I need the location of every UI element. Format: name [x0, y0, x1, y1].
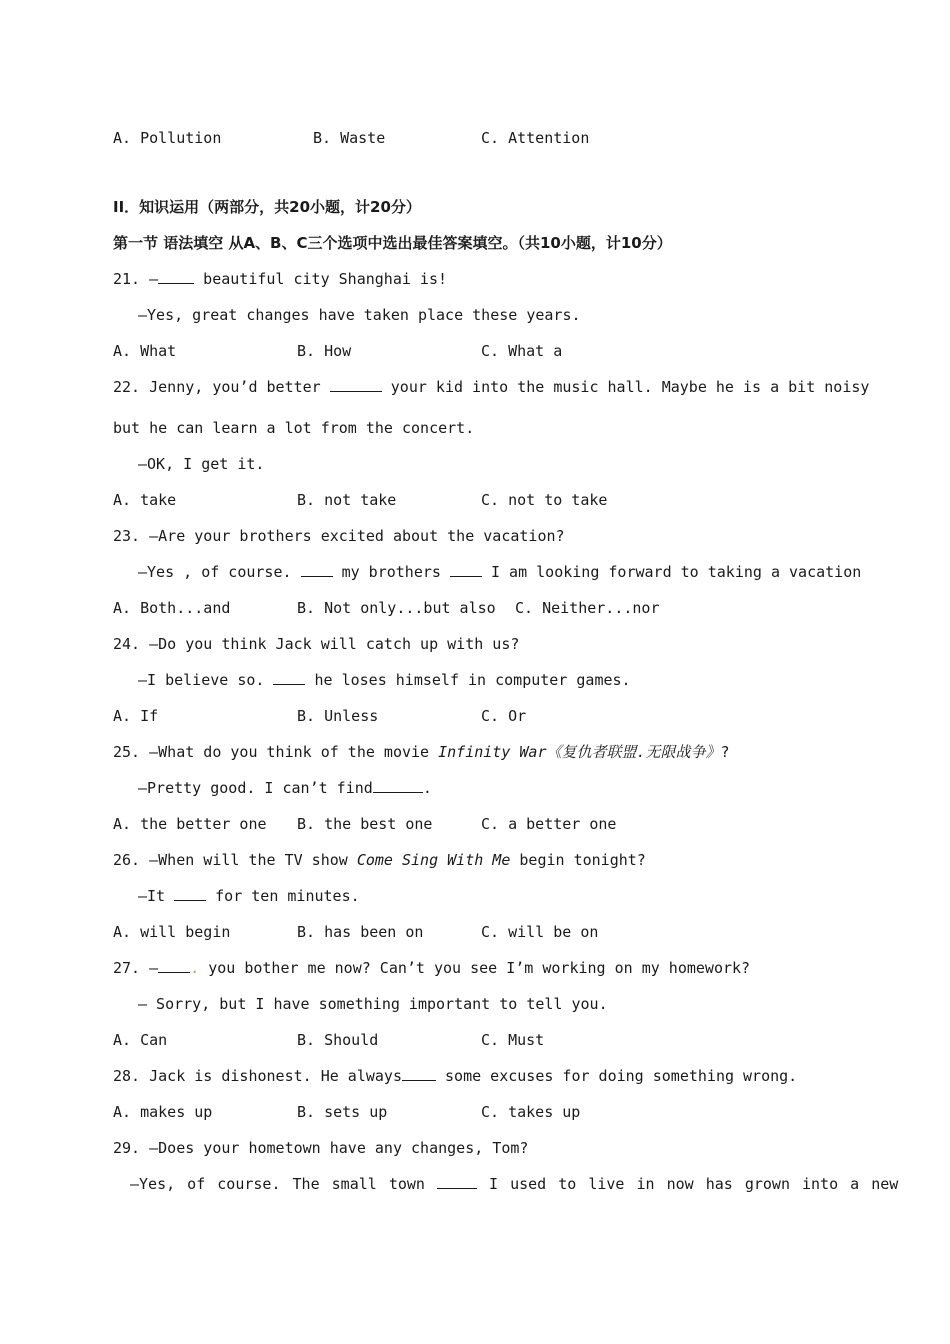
- question-29: 29. —Does your hometown have any changes, Tom?: [113, 1139, 529, 1157]
- q21-option-a: A. What: [113, 342, 177, 360]
- option-b: B. Waste: [313, 129, 386, 147]
- q24-option-a: A. If: [113, 707, 159, 725]
- question-24-reply: —I believe so. he loses himself in computer games.: [138, 671, 631, 689]
- q23-option-a: A. Both...and: [113, 599, 231, 617]
- answer-blank: [273, 670, 305, 685]
- answer-blank: [301, 562, 333, 577]
- q26-option-c: C. will be on: [481, 923, 599, 941]
- q23-option-c: C. Neither...nor: [515, 599, 660, 617]
- q25-option-b: B. the best one: [297, 815, 433, 833]
- q21-option-c: C. What a: [481, 342, 563, 360]
- q27-option-a: A. Can: [113, 1031, 168, 1049]
- question-25: 25. —What do you think of the movie Infinity War《复仇者联盟.无限战争》?: [113, 743, 730, 761]
- question-21-reply: —Yes, great changes have taken place these years.: [138, 306, 581, 324]
- answer-blank: [158, 269, 194, 284]
- question-27-reply: — Sorry, but I have something important to tell you.: [138, 995, 608, 1013]
- q28-option-a: A. makes up: [113, 1103, 213, 1121]
- q27-option-b: B. Should: [297, 1031, 379, 1049]
- question-23: 23. —Are your brothers excited about the vacation?: [113, 527, 565, 545]
- question-22-reply: —OK, I get it.: [138, 455, 265, 473]
- q22-option-b: B. not take: [297, 491, 397, 509]
- question-26: 26. —When will the TV show Come Sing With Me begin tonight?: [113, 851, 646, 869]
- question-29-reply: —Yes, of course. The small town I used to live in now has grown into a new: [130, 1175, 899, 1193]
- q24-option-c: C. Or: [481, 707, 527, 725]
- question-22-continued: but he can learn a lot from the concert.: [113, 419, 475, 437]
- question-27: 27. — . you bother me now? Can’t you see I’m working on my homework?: [113, 959, 751, 977]
- question-23-reply: —Yes , of course. my brothers I am looking forward to taking a vacation: [138, 563, 862, 581]
- q28-option-b: B. sets up: [297, 1103, 388, 1121]
- q25-option-a: A. the better one: [113, 815, 267, 833]
- show-title: Come Sing With Me: [356, 851, 511, 869]
- answer-blank: [373, 778, 423, 793]
- q28-option-c: C. takes up: [481, 1103, 581, 1121]
- section-title: II．知识运用（两部分，共20小题，计20分）: [113, 198, 421, 216]
- question-21: 21. — beautiful city Shanghai is!: [113, 270, 448, 288]
- q26-option-a: A. will begin: [113, 923, 231, 941]
- subsection-title: 第一节 语法填空 从A、B、C三个选项中选出最佳答案填空。（共10小题，计10分）: [113, 234, 672, 252]
- option-a: A. Pollution: [113, 129, 222, 147]
- answer-blank: [402, 1066, 436, 1081]
- question-25-reply: —Pretty good. I can’t find .: [138, 779, 432, 797]
- question-22: 22. Jenny, you’d better your kid into the music hall. Maybe he is a bit noisy: [113, 378, 870, 396]
- q21-option-b: B. How: [297, 342, 352, 360]
- q25-option-c: C. a better one: [481, 815, 617, 833]
- q22-option-a: A. take: [113, 491, 177, 509]
- q23-option-b: B. Not only...but also: [297, 599, 496, 617]
- answer-blank: [174, 886, 206, 901]
- option-c: C. Attention: [481, 129, 590, 147]
- answer-blank: [158, 958, 190, 973]
- question-24: 24. —Do you think Jack will catch up with us?: [113, 635, 520, 653]
- q27-option-c: C. Must: [481, 1031, 545, 1049]
- question-26-reply: —It for ten minutes.: [138, 887, 360, 905]
- question-28: 28. Jack is dishonest. He always some excuses for doing something wrong.: [113, 1067, 798, 1085]
- q26-option-b: B. has been on: [297, 923, 424, 941]
- answer-blank: [437, 1174, 477, 1189]
- q24-option-b: B. Unless: [297, 707, 379, 725]
- movie-title: Infinity War《复仇者联盟.无限战争》: [438, 743, 721, 761]
- answer-blank: [330, 377, 382, 392]
- q22-option-c: C. not to take: [481, 491, 608, 509]
- answer-blank: [450, 562, 482, 577]
